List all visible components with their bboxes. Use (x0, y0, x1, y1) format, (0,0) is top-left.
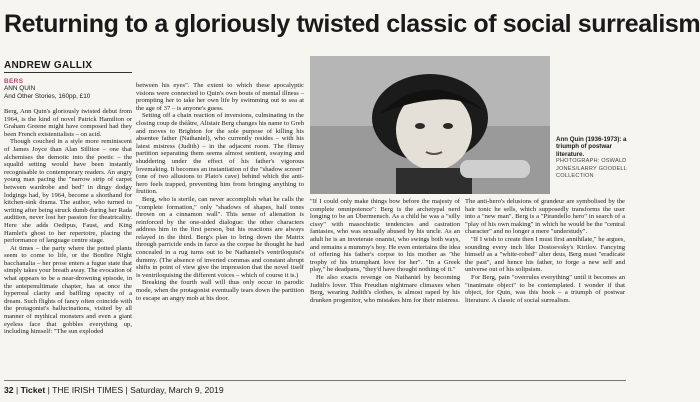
paragraph: He also exacts revenge on Nathaniel by becoming Judith's lover. This Freudian nightmare climaxes when Berg, wearing Judith's clothes, is almost raped by his drunken progenitor, who mistakes him for their mistress. (310, 273, 460, 304)
book-author: BERS (4, 78, 24, 85)
footer-separator: | (15, 385, 21, 395)
footer-separator: | (125, 385, 131, 395)
paragraph: Though couched in a style more reminiscent of James Joyce than Alan Sillitoe – one that alchemises the demotic into the poetic – the squalid setting would have been instantly recognisable to contemporary readers. An angry young man pacing the "narrow strip of carpet between wardrobe and bed" in dingy dodgy lodgings had, by 1964, become a shorthand for kitchen-sink drama. The author, who turned to writing after being struck dumb during her Rada audition, never lost her passion for theatricality. Here she adds Oedipus, Faust, and King Hamlet's ghost to her repertoire, placing the performance of language centre stage. (4, 138, 132, 245)
column-1 (4, 108, 132, 378)
column-3 (310, 198, 460, 378)
author-photo (310, 56, 550, 194)
column-4 (465, 198, 625, 378)
page-number: 32 (4, 385, 14, 395)
photo-caption (556, 136, 628, 180)
paragraph: between his eyes". The extent to which these apocalyptic visions were connected to Quin's own bouts of mental illness – prompting her to take her own life by swimming out to sea at the age of 37 – is anyone's guess. (136, 82, 304, 112)
column-2 (136, 82, 304, 378)
byline-rule (4, 72, 132, 73)
issue-date: Saturday, March 9, 2019 (130, 385, 224, 395)
paragraph: For Berg, pain "overrules everything" until it becomes an "inanimate object" to be contemplated. I wonder if that object, for Quin, was this book – a triumph of postwar literature. A classic of social surrealism. (465, 273, 625, 304)
portrait-image (310, 56, 550, 194)
headline: Returning to a gloriously twisted classic of social surrealism (4, 10, 700, 38)
paragraph: Berg, who is sterile, can never accomplish what he calls the "complete formation," only "shadows of shapes, half tones thrown on a cinnamon wall". This sense of alienation is reinforced by the one-sided dialogue: the other characters address him in the first person, but his reactions are always relayed in the third. Berg's plan to bring down the Matrix through parricide ends in farce as the corpse he thought he had concealed in a rug turns out to be Nathaniel's ventriloquist's dummy. (The absence of inverted commas and constant abrupt shifts in point of view give the impression that the novel itself is ventriloquising the different voices – which of course it is.) (136, 195, 304, 279)
caption-main: Ann Quin (1936-1973): a triumph of postwar literature. (556, 136, 627, 158)
caption-credit: PHOTOGRAPH: OSWALD JONES/LARRY GOODELL COLLECTION (556, 158, 627, 180)
paragraph: At times – the party where the potted plants seem to come to life, or the Bonfire Night bacchanalia – her prose enters a fugue state that simply takes your breath away. The evocation of what appears to be a near-drowning episode, in the antepenultimate chapter, has at once the hyperreal clarity and baffling opacity of a dream. Such flights of fancy often coincide with the protagonist's hallucinations, visited by all manner of mythical monsters and even a giant eyeless face that gobbles everything up, including himself: "The sun exploded (4, 244, 132, 336)
paragraph: Setting off a chain reaction of inversions, culminating in the closing coup de théâtre, Alistair Berg changes his name to Greb and moves to Brighton for the sole purpose of killing his absentee father (Nathaniel), who currently resides – with his latest mistress (Judith) – in the adjacent room. The flimsy partition separating them seems almost sentient, swaying and shuddering under the effect of his father's vigorous lovemaking. It becomes an instantiation of the "shadow screen" (one of two allusions to Plato's cave) behind which the anti-hero feels trapped, preventing him from bringing anything to fruition. (136, 112, 304, 196)
paragraph: "If I could only make things bow before the majesty of complete omnipotence": Berg is the archetypal nerd longing to be an Übermensch. As a child he was a "silly cissy" with masochistic tendencies and castration fantasies, who was sexually abused by his uncle. As an adult he is an inveterate onanist, who swings both ways, and remains a mummy's boy. He even entertains the idea of offering his father's corpse to his mother as "the trophy of his triumphant love for her". "In a Greek play," he deadpans, "they'd have thought nothing of it." (310, 198, 460, 274)
paragraph: Breaking the fourth wall will thus only occur in parodic mode, when the protagonist eventually tears down the partition to escape an angry mob at his door. (136, 279, 304, 302)
paragraph: The anti-hero's delusions of grandeur are symbolised by the hair tonic he sells, which supposedly transforms the user into a "new man". Berg is a "Pirandello hero" in search of a "play of his own making" in which he would be the "central character" and no longer a mere "understudy". (465, 198, 625, 236)
book-publisher: ANN QUIN (4, 85, 36, 92)
byline: ANDREW GALLIX (4, 60, 93, 71)
footer-rule (4, 380, 626, 381)
paragraph: Berg, Ann Quin's gloriously twisted debut from 1964, is the kind of novel Patrick Hamilton or Graham Greene might have composed had they been French existentialists – on acid. (4, 108, 132, 138)
paragraph: "If I wish to create then I must first annihilate," he argues, sounding every inch like Dostoevsky's Kirilov. Fancying himself as a "white-robed" alter deus, Berg must "eradicate the past", and hence his father, to forge a new self and universe out of his solipsism. (465, 235, 625, 274)
section-name: Ticket (20, 385, 46, 395)
newspaper-name: THE IRISH TIMES (52, 385, 124, 395)
book-details: And Other Stories, 160pp, £10 (4, 92, 91, 100)
footer-separator: | (47, 385, 53, 395)
page-footer (4, 385, 224, 395)
